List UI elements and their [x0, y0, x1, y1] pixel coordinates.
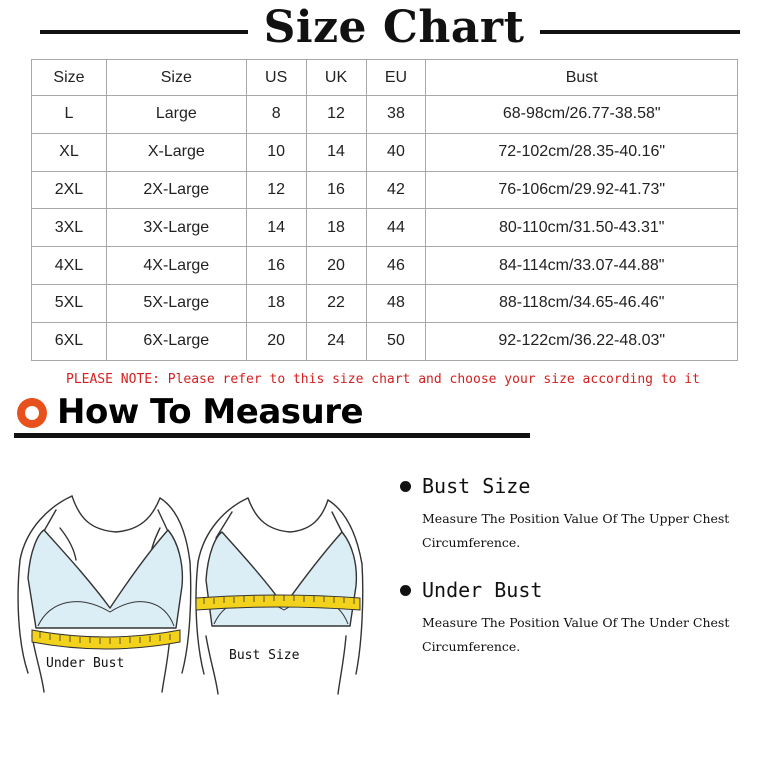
cell-us: 14	[246, 209, 306, 247]
cell-size-name: 6X-Large	[106, 322, 246, 360]
bust-size-info	[400, 474, 760, 555]
cell-size-code: 5XL	[32, 284, 107, 322]
size-table	[31, 59, 738, 361]
cell-size-code: XL	[32, 133, 107, 171]
cell-eu: 42	[366, 171, 426, 209]
cell-size-name: 4X-Large	[106, 247, 246, 285]
header-eu: EU	[366, 60, 426, 96]
cell-size-name: X-Large	[106, 133, 246, 171]
bullet-dot-icon	[400, 481, 411, 492]
bra-under-bust	[28, 530, 182, 628]
cell-size-code: 2XL	[32, 171, 107, 209]
cell-uk: 12	[306, 96, 366, 134]
under-bust-label: Under Bust	[46, 656, 125, 671]
cell-us: 8	[246, 96, 306, 134]
cell-eu: 38	[366, 96, 426, 134]
cell-bust: 68-98cm/26.77-38.58"	[426, 96, 738, 134]
table-row	[32, 171, 738, 209]
tape-under-bust	[32, 630, 180, 649]
cell-uk: 24	[306, 322, 366, 360]
cell-bust: 80-110cm/31.50-43.31"	[426, 209, 738, 247]
cell-uk: 20	[306, 247, 366, 285]
under-bust-heading	[400, 578, 760, 602]
header-us: US	[246, 60, 306, 96]
cell-uk: 14	[306, 133, 366, 171]
cell-eu: 50	[366, 322, 426, 360]
circle-bullet-icon	[17, 398, 47, 428]
cell-us: 16	[246, 247, 306, 285]
under-bust-title: Under Bust	[422, 578, 543, 602]
cell-us: 12	[246, 171, 306, 209]
cell-size-name: 2X-Large	[106, 171, 246, 209]
cell-size-name: Large	[106, 96, 246, 134]
cell-uk: 22	[306, 284, 366, 322]
cell-us: 18	[246, 284, 306, 322]
table-row	[32, 96, 738, 134]
cell-us: 20	[246, 322, 306, 360]
size-note: PLEASE NOTE: Please refer to this size chart and choose your size according to it	[66, 372, 700, 387]
cell-bust: 76-106cm/29.92-41.73"	[426, 171, 738, 209]
cell-eu: 46	[366, 247, 426, 285]
measure-title: How To Measure	[57, 392, 364, 432]
cell-bust: 92-122cm/36.22-48.03"	[426, 322, 738, 360]
measure-rule	[14, 433, 530, 438]
cell-eu: 40	[366, 133, 426, 171]
under-bust-description: Measure The Position Value Of The Under Chest Circumference.	[422, 615, 730, 654]
bullet-dot-icon	[400, 585, 411, 596]
title-rule-left	[40, 30, 248, 34]
table-row	[32, 322, 738, 360]
bust-size-label: Bust Size	[229, 648, 300, 663]
table-row	[32, 247, 738, 285]
header-size-name: Size	[106, 60, 246, 96]
cell-size-name: 3X-Large	[106, 209, 246, 247]
cell-size-name: 5X-Large	[106, 284, 246, 322]
bust-size-title: Bust Size	[422, 474, 531, 498]
cell-size-code: 4XL	[32, 247, 107, 285]
header-size-code: Size	[32, 60, 107, 96]
cell-us: 10	[246, 133, 306, 171]
cell-bust: 72-102cm/28.35-40.16"	[426, 133, 738, 171]
cell-size-code: 6XL	[32, 322, 107, 360]
title-rule-right	[540, 30, 740, 34]
table-row	[32, 284, 738, 322]
bust-size-description: Measure The Position Value Of The Upper Chest Circumference.	[422, 511, 730, 550]
cell-bust: 84-114cm/33.07-44.88"	[426, 247, 738, 285]
bra-bust-size	[206, 532, 356, 626]
cell-bust: 88-118cm/34.65-46.46"	[426, 284, 738, 322]
table-header-row	[32, 60, 738, 96]
cell-uk: 18	[306, 209, 366, 247]
header-uk: UK	[306, 60, 366, 96]
cell-eu: 44	[366, 209, 426, 247]
cell-eu: 48	[366, 284, 426, 322]
size-chart-header	[0, 0, 768, 62]
table-row	[32, 209, 738, 247]
cell-uk: 16	[306, 171, 366, 209]
cell-size-code: L	[32, 96, 107, 134]
page-title: Size Chart	[263, 2, 525, 53]
cell-size-code: 3XL	[32, 209, 107, 247]
bust-size-heading	[400, 474, 760, 498]
table-row	[32, 133, 738, 171]
under-bust-info	[400, 578, 760, 659]
header-bust: Bust	[426, 60, 738, 96]
